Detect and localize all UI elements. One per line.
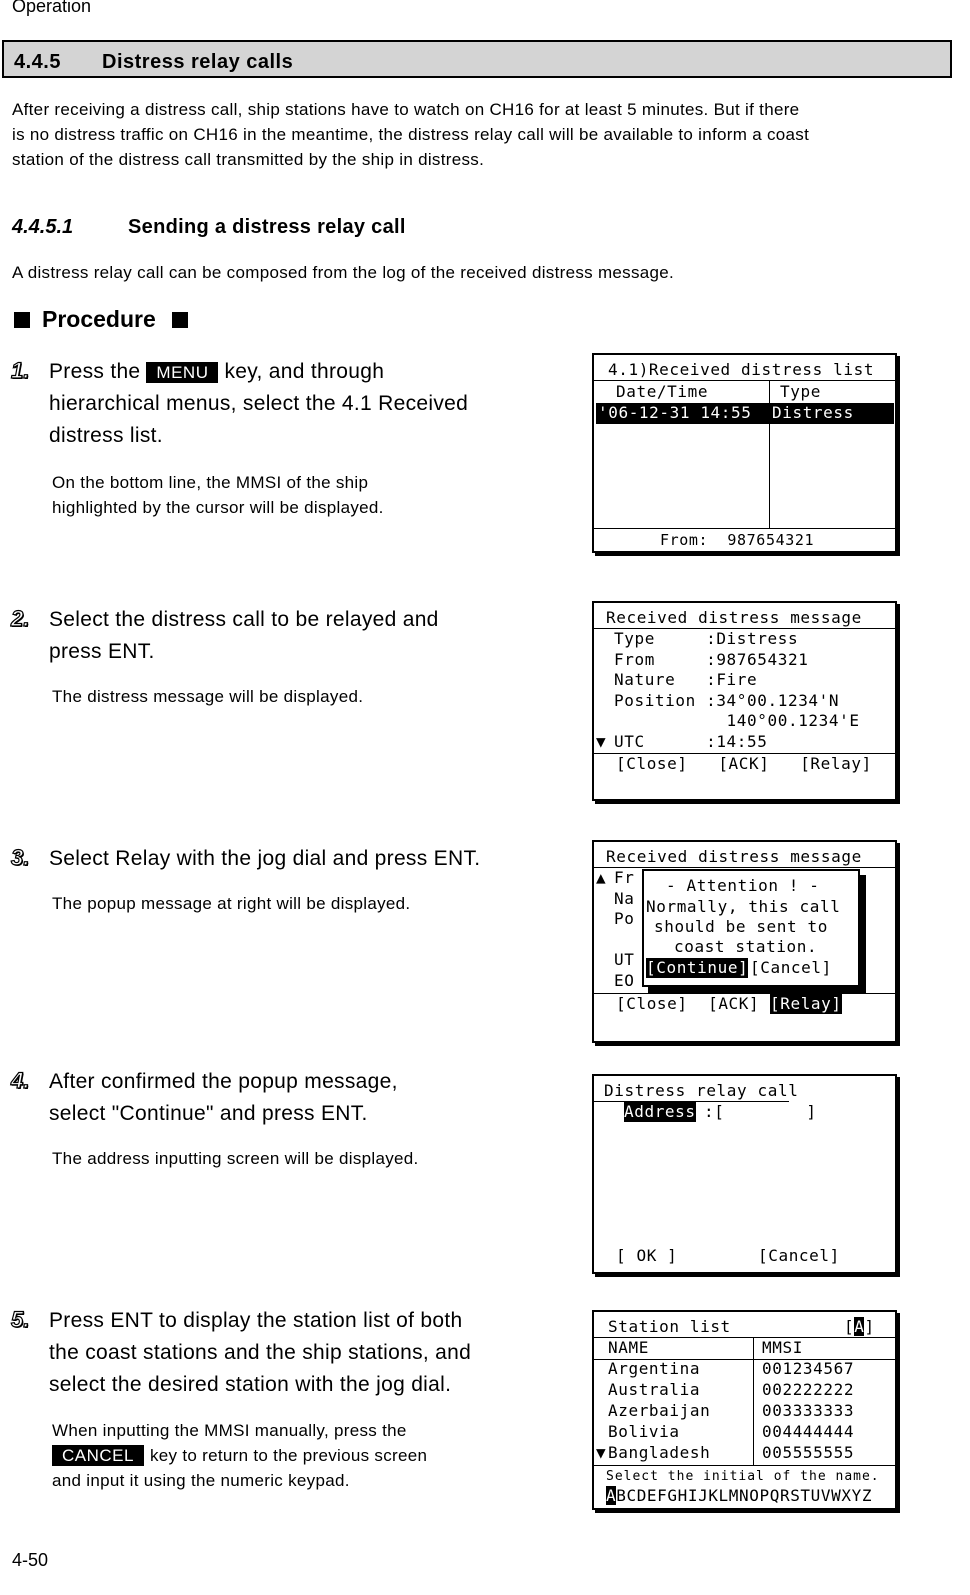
list-item[interactable]: Australia <box>608 1380 701 1399</box>
from-mmsi: From: 987654321 <box>660 531 815 549</box>
step-note: The popup message at right will be displayed. <box>52 894 411 913</box>
received-distress-list-screen <box>592 353 897 553</box>
intro-paragraph <box>12 97 942 172</box>
message-line: Position :34°00.1234'N <box>614 691 840 710</box>
intro-line: is no distress traffic on CH16 in the meantime, the distress relay call will be available to inform a coast <box>12 125 810 144</box>
scroll-up-icon[interactable]: ▲ <box>596 868 607 887</box>
action-buttons[interactable]: [Close] [ACK] [Relay] <box>616 754 872 773</box>
list-item[interactable]: Argentina <box>608 1359 701 1378</box>
message-line: From :987654321 <box>614 650 809 669</box>
step-text: Select Relay with the jog dial and press ENT. <box>49 847 481 870</box>
section-title: Distress relay calls <box>102 51 294 73</box>
initial-indicator: [A] <box>844 1317 875 1336</box>
column-header-name: NAME <box>608 1338 649 1357</box>
attention-popup <box>642 869 860 987</box>
relay-attention-screen: Received distress message ▲ Fr Na Po UT EO [Close] [ACK] [Relay] - Attention ! - Normally, this call should be sent to coast station. [Continue] [Cancel] <box>592 840 897 1043</box>
square-bullet-icon <box>14 312 30 328</box>
list-item-mmsi: 005555555 <box>762 1443 855 1462</box>
step-note: When inputting the MMSI manually, press the CANCEL key to return to the previous screen and input it using the numeric keypad. <box>52 1421 428 1490</box>
step-text: Press ENT to display the station list of both the coast stations and the ship stations, and select the desired station with the jog dial. <box>49 1309 472 1396</box>
list-item-mmsi: 002222222 <box>762 1380 855 1399</box>
list-item-mmsi: 004444444 <box>762 1422 855 1441</box>
message-line: Type :Distress <box>614 629 799 648</box>
step-number: 4. <box>11 1068 30 1093</box>
message-line: UTC :14:55 <box>614 732 768 751</box>
section-number: 4.4.5 <box>14 51 61 73</box>
list-item[interactable]: Bangladesh <box>608 1443 711 1462</box>
screen-title: Received distress message <box>606 847 862 866</box>
scroll-down-icon[interactable]: ▼ <box>596 732 607 751</box>
intro-line: After receiving a distress call, ship stations have to watch on CH16 for at least 5 minutes. But if there <box>12 100 800 119</box>
message-line: Nature :Fire <box>614 670 758 689</box>
step-text: Select the distress call to be relayed and press ENT. <box>49 608 439 663</box>
station-list-screen <box>592 1310 897 1510</box>
step-number: 2. <box>11 606 30 631</box>
list-item-mmsi: 003333333 <box>762 1401 855 1420</box>
message-line: 140°00.1234'E <box>614 711 860 730</box>
screen-title: 4.1)Received distress list <box>608 360 875 379</box>
menu-key: MENU <box>146 362 218 383</box>
screen-title: Station list <box>608 1317 731 1336</box>
received-distress-message-screen <box>592 601 897 801</box>
screen-title: Received distress message <box>606 608 862 627</box>
list-item[interactable]: Azerbaijan <box>608 1401 711 1420</box>
row-date: '06-12-31 14:55 <box>598 403 752 422</box>
intro-line: station of the distress call transmitted by the ship in distress. <box>12 150 485 169</box>
row-type: Distress <box>772 403 854 422</box>
action-buttons[interactable]: [Close] [ACK] <box>616 994 760 1013</box>
distress-relay-call-screen <box>592 1074 897 1274</box>
step-note: The address inputting screen will be displayed. <box>52 1149 419 1168</box>
popup-line: should be sent to <box>654 917 828 936</box>
address-field-label[interactable]: Address <box>624 1102 696 1121</box>
subsection-number: 4.4.5.1 <box>12 216 74 238</box>
popup-line: coast station. <box>674 937 818 956</box>
relay-button[interactable]: [Relay] <box>770 994 842 1013</box>
step-number: 5. <box>11 1307 30 1332</box>
address-input[interactable]: :[ ] <box>704 1102 817 1121</box>
step-note: The distress message will be displayed. <box>52 687 364 706</box>
step-text: Press the MENU key, and through hierarchical menus, select the 4.1 Received distress list. <box>49 360 469 447</box>
step-text: After confirmed the popup message, select "Continue" and press ENT. <box>49 1070 398 1125</box>
cancel-key: CANCEL <box>52 1445 144 1466</box>
page-number: 4-50 <box>12 1550 49 1570</box>
square-bullet-icon <box>172 312 188 328</box>
cancel-button[interactable]: [Cancel] <box>758 1246 840 1265</box>
list-row-selected[interactable] <box>596 403 894 424</box>
list-item[interactable]: Bolivia <box>608 1422 680 1441</box>
column-header-date: Date/Time <box>616 382 709 401</box>
subsection-title: Sending a distress relay call <box>128 216 406 238</box>
procedure-heading <box>14 306 188 333</box>
subsection-intro: A distress relay call can be composed from the log of the received distress message. <box>12 263 675 282</box>
step-number: 1. <box>11 358 30 383</box>
step-number: 3. <box>11 845 30 870</box>
procedure-label: Procedure <box>42 306 156 332</box>
alphabet-selector[interactable]: ABCDEFGHIJKLMNOPQRSTUVWXYZ <box>606 1486 873 1505</box>
step-note: On the bottom line, the MMSI of the ship highlighted by the cursor will be displayed. <box>52 473 384 517</box>
column-header-mmsi: MMSI <box>762 1338 803 1357</box>
popup-title: - Attention ! - <box>666 876 820 895</box>
screen-title: Distress relay call <box>604 1081 799 1100</box>
hint-text: Select the initial of the name. <box>606 1469 880 1484</box>
continue-button[interactable]: [Continue] <box>646 958 749 977</box>
scroll-down-icon[interactable]: ▼ <box>596 1443 607 1462</box>
section-heading-bar <box>2 40 952 78</box>
ok-button[interactable]: [ OK ] <box>616 1246 678 1265</box>
popup-line: Normally, this call <box>646 897 841 916</box>
list-item-mmsi: 001234567 <box>762 1359 855 1378</box>
page-header: Operation <box>12 0 92 16</box>
cancel-button[interactable]: [Cancel] <box>750 958 832 977</box>
column-header-type: Type <box>780 382 821 401</box>
